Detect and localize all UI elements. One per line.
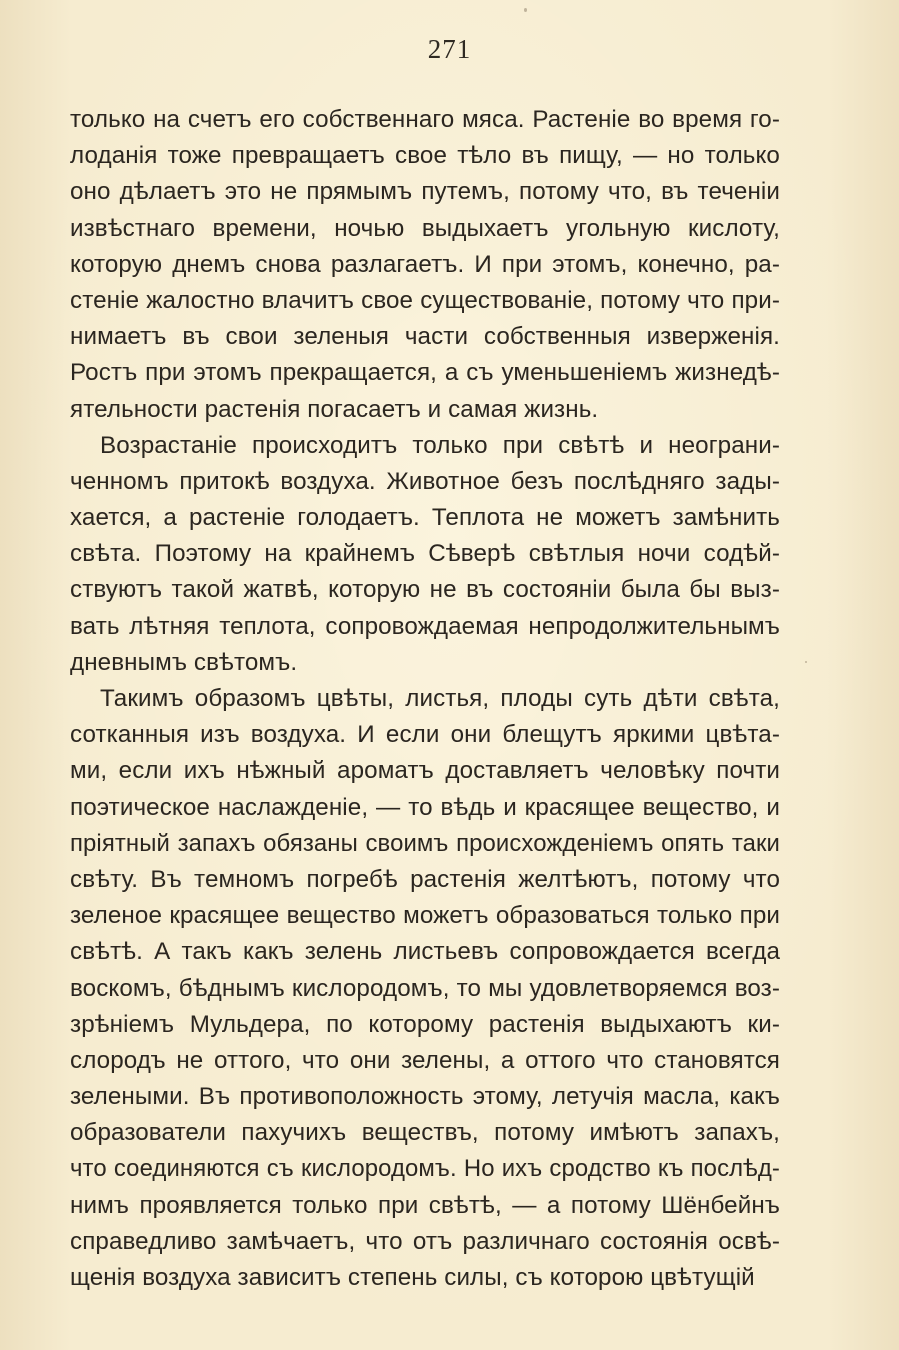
text-line: свѣту. Въ темномъ погребѣ растенія желтѣютъ, потому что (70, 865, 780, 893)
text-line: образователи пахучихъ веществъ, потому имѣютъ запахъ, (70, 1119, 780, 1147)
text-line: свѣта. Поэтому на крайнемъ Сѣверѣ свѣтлыя ночи содѣй- (70, 540, 780, 568)
paragraph (70, 428, 780, 681)
text-line: вать лѣтняя теплота, сопровождаемая непродолжительнымъ (70, 612, 780, 640)
text-line: дневнымъ свѣтомъ. (70, 648, 298, 676)
text-line: поэтическое наслажденіе, — то вѣдь и красящее вещество, и (70, 793, 780, 821)
text-line: пріятный запахъ обязаны своимъ происхожденіемъ опять таки (70, 829, 780, 857)
paper-speck (805, 661, 807, 663)
text-line: Возрастаніе происходитъ только при свѣтѣ и неограни- (100, 431, 780, 459)
text-line: хается, а растеніе голодаетъ. Теплота не можетъ замѣнить (70, 504, 780, 532)
page-number: 271 (427, 34, 472, 64)
text-line: слородъ не оттого, что они зелены, а оттого что становятся (70, 1046, 780, 1074)
text-line: оно дѣлаетъ это не прямымъ путемъ, потому что, въ теченіи (70, 178, 780, 206)
text-line: Ростъ при этомъ прекращается, а съ уменьшеніемъ жизнедѣ- (70, 359, 780, 387)
text-line: свѣтѣ. А такъ какъ зелень листьевъ сопровождается всегда (70, 938, 780, 966)
paragraph (70, 102, 780, 428)
paragraph (70, 681, 780, 1296)
text-line: нимъ проявляется только при свѣтѣ, — а потому Шёнбейнъ (70, 1191, 780, 1219)
text-line: сотканныя изъ воздуха. И если они блещутъ яркими цвѣта- (70, 721, 780, 749)
text-line: извѣстнаго времени, ночью выдыхаетъ угольную кислоту, (70, 214, 780, 242)
text-line: ствуютъ такой жатвѣ, которую не въ состояніи была бы выз- (70, 576, 780, 604)
text-line: зрѣніемъ Мульдера, по которому растенія выдыхаютъ ки- (70, 1010, 780, 1038)
paper-speck (524, 8, 527, 12)
text-line: щенія воздуха зависитъ степень силы, съ которою цвѣтущій (70, 1264, 755, 1291)
text-line: которую днемъ снова разлагаетъ. И при этомъ, конечно, ра- (70, 250, 780, 278)
text-line: ченномъ притокѣ воздуха. Животное безъ послѣдняго зады- (70, 467, 780, 495)
text-line: стеніе жалостно влачитъ свое существованіе, потому что при- (70, 286, 780, 314)
text-line: ятельности растенія погасаетъ и самая жизнь. (70, 395, 599, 423)
text-line: ми, если ихъ нѣжный ароматъ доставляетъ человѣку почти (70, 757, 780, 785)
text-line: зеленое красящее вещество можетъ образоваться только при (70, 902, 780, 930)
text-line: только на счетъ его собственнаго мяса. Растеніе во время го- (70, 106, 780, 133)
text-line: воскомъ, бѣднымъ кислородомъ, то мы удовлетворяемся воз- (70, 974, 780, 1002)
text-line: что соединяются съ кислородомъ. Но ихъ сродство къ послѣд- (70, 1155, 780, 1183)
body-text (70, 102, 780, 1296)
text-line: зелеными. Въ противоположность этому, летучія масла, какъ (70, 1083, 780, 1111)
text-line: нимаетъ въ свои зеленыя части собственныя изверженія. (70, 323, 780, 351)
text-line: справедливо замѣчаетъ, что отъ различнаго состоянія освѣ- (70, 1227, 780, 1255)
text-line: лоданія тоже превращаетъ свое тѣло въ пищу, — но только (70, 142, 780, 170)
text-line: Такимъ образомъ цвѣты, листья, плоды суть дѣти свѣта, (100, 685, 780, 712)
